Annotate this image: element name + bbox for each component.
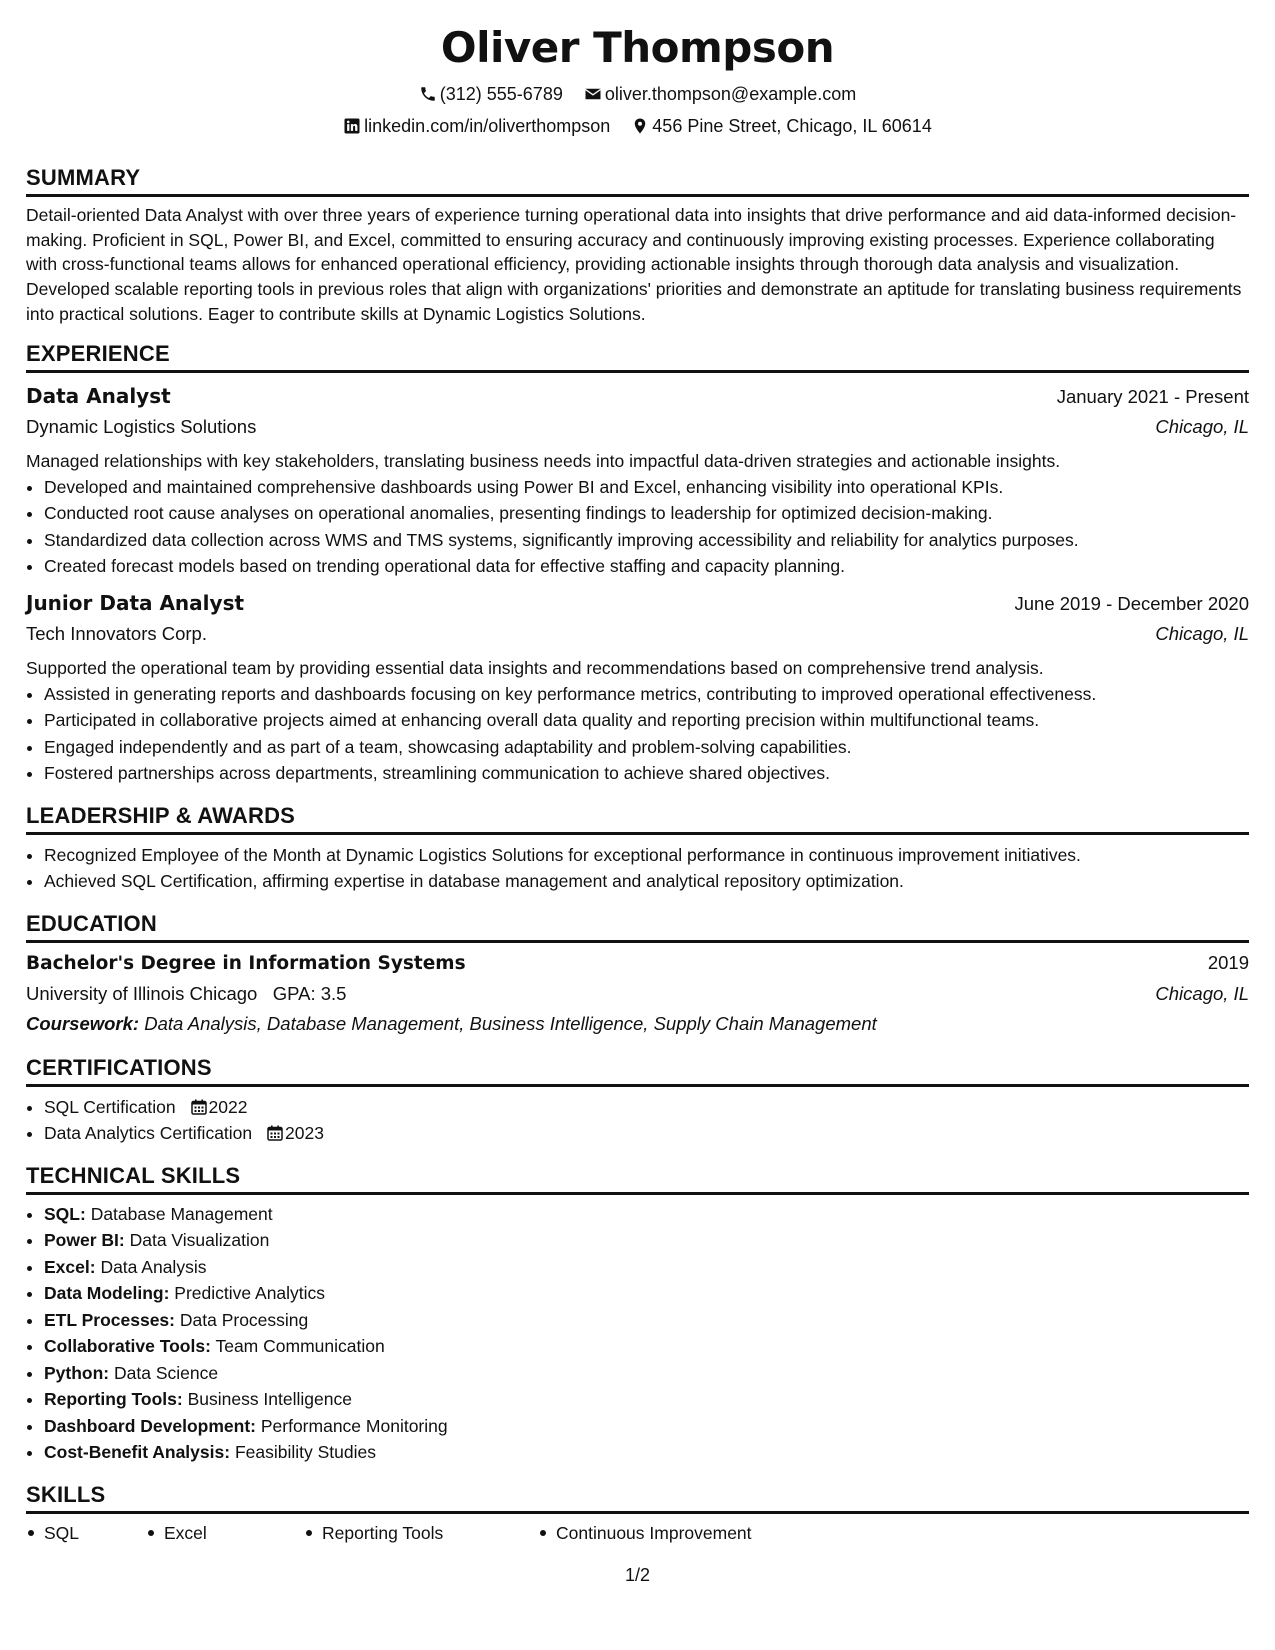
coursework-label: Coursework: xyxy=(26,1012,140,1034)
list-item xyxy=(44,1386,1249,1413)
skill-label: Cost-Benefit Analysis: xyxy=(44,1442,231,1463)
list-item xyxy=(44,1094,1249,1121)
job-company: Tech Innovators Corp. xyxy=(26,622,207,644)
leadership-heading: LEADERSHIP & AWARDS xyxy=(26,803,1249,835)
skill-value: Predictive Analytics xyxy=(174,1283,326,1304)
job-title: Data Analyst xyxy=(26,383,171,408)
skill-label: Dashboard Development: xyxy=(44,1415,256,1436)
address-text: 456 Pine Street, Chicago, IL 60614 xyxy=(652,116,932,136)
calendar-icon xyxy=(191,1099,207,1115)
contact-line-1 xyxy=(26,83,1249,105)
skill-value: Team Communication xyxy=(215,1336,385,1357)
job-company: Dynamic Logistics Solutions xyxy=(26,415,257,437)
page-number: 1/2 xyxy=(624,1565,651,1585)
technical-skills-list xyxy=(26,1201,1249,1466)
contact-line-2 xyxy=(26,115,1249,137)
list-item: • Assisted in generating reports and dashboards focusing on key performance metrics, contributing to improved operational effectiveness. xyxy=(44,681,1249,708)
degree-title: Bachelor's Degree in Information Systems xyxy=(26,952,466,974)
job-date: January 2021 - Present xyxy=(1056,385,1249,407)
education-entry xyxy=(26,948,1249,1039)
phone-icon xyxy=(419,85,437,103)
skill-label: Power BI: xyxy=(44,1230,125,1251)
skill-value: Data Analysis xyxy=(100,1256,207,1277)
job-date: June 2019 - December 2020 xyxy=(1014,592,1249,614)
list-item: • Participated in collaborative projects aimed at enhancing overall data quality and reporting precision within multifunctional teams. xyxy=(44,707,1249,734)
phone-text: (312) 555-6789 xyxy=(439,84,563,104)
job-title-row xyxy=(26,588,1249,619)
degree-year: 2019 xyxy=(1207,951,1249,973)
skill-chip: SQL xyxy=(26,1520,146,1546)
school-info xyxy=(26,979,346,1009)
summary-text: Detail-oriented Data Analyst with over three years of experience turning operational data into insights that drive performance and aid data-informed decision-making. Proficient in SQL, Power BI, and Excel, committed to ensuring accuracy and continuously improving existing processes. Experience collaborating with cross-functional teams allows for enhanced operational efficiency, providing actionable insights through thorough data analysis and visualization. Developed scalable reporting tools in previous roles that align with organizations' priorities and demonstrate an aptitude for translating business requirements into practical solutions. Eager to contribute skills at Dynamic Logistics Solutions. xyxy=(26,205,1242,324)
skill-label: Reporting Tools: xyxy=(44,1389,183,1410)
coursework xyxy=(26,1009,1249,1039)
job-location: Chicago, IL xyxy=(1155,415,1249,437)
skill-chip: Excel xyxy=(146,1520,304,1546)
list-item xyxy=(44,1254,1249,1281)
summary-heading: SUMMARY xyxy=(26,165,1249,197)
linkedin-contact xyxy=(343,115,610,137)
list-item xyxy=(44,1413,1249,1440)
list-item: • Developed and maintained comprehensive dashboards using Power BI and Excel, enhancing visibility into operational KPIs. xyxy=(44,474,1249,501)
linkedin-text: linkedin.com/in/oliverthompson xyxy=(364,116,611,136)
job-title-row xyxy=(26,381,1249,412)
skill-value: Data Science xyxy=(114,1362,219,1383)
email-contact xyxy=(584,83,856,105)
skill-value: Data Processing xyxy=(179,1309,309,1330)
job-company-row xyxy=(26,619,1249,649)
school-name: University of Illinois Chicago xyxy=(26,982,258,1004)
list-item xyxy=(44,1120,1249,1147)
certification-year: 2023 xyxy=(285,1123,324,1144)
skill-value: Feasibility Studies xyxy=(234,1442,376,1463)
list-item: • Engaged independently and as part of a team, showcasing adaptability and problem-solving capabilities. xyxy=(44,734,1249,761)
education-heading: EDUCATION xyxy=(26,911,1249,943)
certification-name: Data Analytics Certification xyxy=(44,1123,253,1144)
certification-name: SQL Certification xyxy=(44,1096,176,1117)
degree-row xyxy=(26,948,1249,979)
experience-heading: EXPERIENCE xyxy=(26,341,1249,373)
list-item: • Conducted root cause analyses on operational anomalies, presenting findings to leadership for optimized decision-making. xyxy=(44,500,1249,527)
skills-row xyxy=(26,1520,1249,1546)
job-title: Junior Data Analyst xyxy=(26,590,245,615)
candidate-name: Oliver Thompson xyxy=(440,23,835,72)
email-text: oliver.thompson@example.com xyxy=(604,84,857,104)
list-item xyxy=(44,1201,1249,1228)
list-item: • Achieved SQL Certification, affirming expertise in database management and analytical repository optimization. xyxy=(44,868,1249,895)
skill-label: SQL: xyxy=(44,1203,86,1224)
certifications-list xyxy=(26,1094,1249,1147)
resume-page xyxy=(26,0,1249,1585)
list-item xyxy=(44,1307,1249,1334)
job-description: Managed relationships with key stakeholders, translating business needs into impactful data-driven strategies and actionable insights. xyxy=(26,450,1061,471)
list-item xyxy=(44,1333,1249,1360)
gpa: GPA: 3.5 xyxy=(272,982,347,1004)
job-company-row xyxy=(26,412,1249,442)
school-location: Chicago, IL xyxy=(1155,982,1249,1004)
list-item xyxy=(44,1280,1249,1307)
school-row xyxy=(26,979,1249,1009)
resume-header xyxy=(26,22,1249,137)
linkedin-icon xyxy=(343,117,361,135)
job-location: Chicago, IL xyxy=(1155,622,1249,644)
skill-chip: Reporting Tools xyxy=(304,1520,538,1546)
address-contact xyxy=(631,115,932,137)
skill-chip: Continuous Improvement xyxy=(538,1520,752,1546)
job-description: Supported the operational team by providing essential data insights and recommendations based on comprehensive trend analysis. xyxy=(26,657,1044,678)
list-item: • Recognized Employee of the Month at Dynamic Logistics Solutions for exceptional performance in continuous improvement initiatives. xyxy=(44,842,1249,869)
job-bullets xyxy=(26,681,1249,787)
list-item: • Standardized data collection across WMS and TMS systems, significantly improving accessibility and reliability for analytics purposes. xyxy=(44,527,1249,554)
phone-contact xyxy=(419,83,563,105)
skill-label: Python: xyxy=(44,1362,110,1383)
skills-heading: SKILLS xyxy=(26,1482,1249,1514)
calendar-icon xyxy=(267,1125,283,1141)
skill-value: Business Intelligence xyxy=(187,1389,352,1410)
job-entry xyxy=(26,381,1249,580)
skill-value: Performance Monitoring xyxy=(260,1415,448,1436)
skill-label: ETL Processes: xyxy=(44,1309,175,1330)
list-item xyxy=(44,1439,1249,1466)
skill-value: Database Management xyxy=(90,1203,273,1224)
job-bullets xyxy=(26,474,1249,580)
list-item: • Fostered partnerships across departments, streamlining communication to achieve shared objectives. xyxy=(44,760,1249,787)
envelope-icon xyxy=(584,85,602,103)
skill-label: Data Modeling: xyxy=(44,1283,170,1304)
certifications-heading: CERTIFICATIONS xyxy=(26,1055,1249,1087)
skill-value: Data Visualization xyxy=(129,1230,270,1251)
skill-label: Excel: xyxy=(44,1256,96,1277)
skill-label: Collaborative Tools: xyxy=(44,1336,211,1357)
map-marker-icon xyxy=(631,117,649,135)
list-item xyxy=(44,1227,1249,1254)
job-entry xyxy=(26,588,1249,787)
coursework-list: Data Analysis, Database Management, Business Intelligence, Supply Chain Management xyxy=(144,1012,877,1034)
certification-year: 2022 xyxy=(208,1096,248,1117)
list-item: • Created forecast models based on trending operational data for effective staffing and capacity planning. xyxy=(44,553,1249,580)
list-item xyxy=(44,1360,1249,1387)
leadership-bullets xyxy=(26,842,1249,895)
technical-skills-heading: TECHNICAL SKILLS xyxy=(26,1163,1249,1195)
